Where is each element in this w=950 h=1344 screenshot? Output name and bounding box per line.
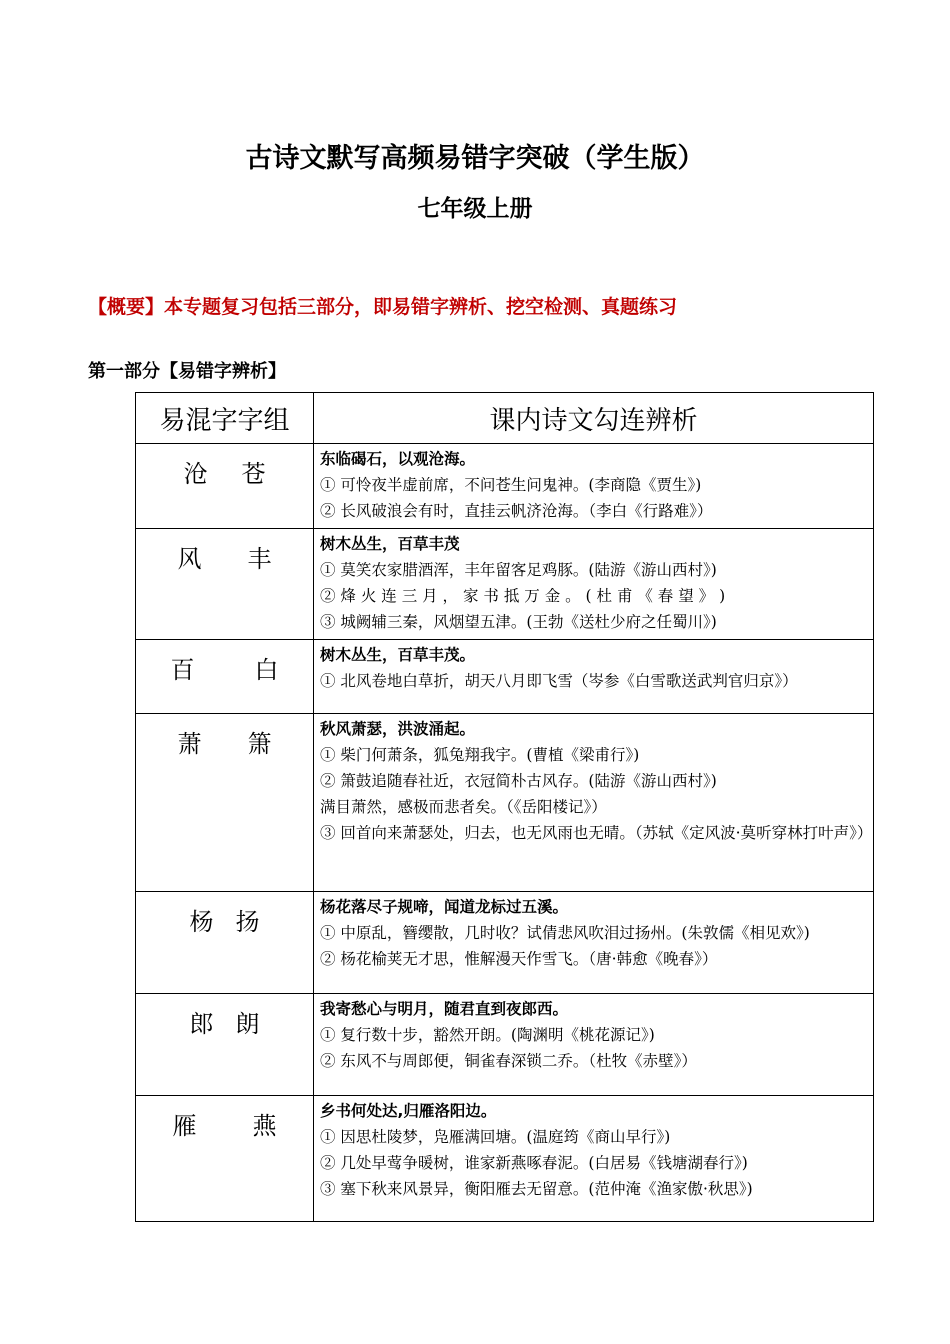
char-group-cell <box>136 640 314 714</box>
key-sentence: 树木丛生，百草丰茂。 <box>320 646 476 664</box>
analysis-cell <box>314 640 874 714</box>
confusable-char: 燕 <box>252 1112 277 1140</box>
example-line: ① 可怜夜半虚前席，不问苍生问鬼神。(李商隐《贾生》) <box>320 476 702 494</box>
analysis-cell <box>314 529 874 640</box>
char-group-cell <box>136 529 314 640</box>
key-sentence: 秋风萧瑟，洪波涌起。 <box>320 720 476 738</box>
example-line: ③ 城阙辅三秦，风烟望五津。(王勃《送杜少府之任蜀川》) <box>320 613 717 631</box>
key-sentence: 杨花落尽子规啼，闻道龙标过五溪。 <box>320 898 569 916</box>
example-line: ③ 回首向来萧瑟处，归去，也无风雨也无晴。（苏轼《定风波·莫听穿林打叶声》） <box>320 824 873 842</box>
example-line: ② 烽 火 连 三 月 ， 家 书 抵 万 金 。 ( 杜 甫 《 春 望 》 ) <box>320 587 726 605</box>
analysis-cell <box>314 994 874 1096</box>
example-line: ① 莫笑农家腊酒浑，丰年留客足鸡豚。(陆游《游山西村》) <box>320 561 717 579</box>
analysis-cell <box>314 892 874 994</box>
example-line: ① 柴门何萧条，狐兔翔我宇。(曹植《梁甫行》) <box>320 746 640 764</box>
header-char-group: 易混字字组 <box>136 393 314 444</box>
table-row <box>136 529 874 640</box>
header-analysis: 课内诗文勾连辨析 <box>314 393 874 444</box>
example-line: ① 因思杜陵梦，凫雁满回塘。(温庭筠《商山早行》) <box>320 1128 671 1146</box>
char-group-cell <box>136 892 314 994</box>
table-header-row <box>136 393 874 444</box>
confusable-char: 百 <box>170 656 195 684</box>
confusable-char: 沧 <box>183 460 208 488</box>
example-line: 满目萧然，感极而悲者矣。（《岳阳楼记》） <box>320 798 607 816</box>
confusable-char: 扬 <box>235 908 260 936</box>
table-row <box>136 1096 874 1222</box>
table-row <box>136 892 874 994</box>
example-line: ① 复行数十步，豁然开朗。(陶渊明《桃花源记》) <box>320 1026 655 1044</box>
table-row <box>136 714 874 892</box>
char-group-cell <box>136 1096 314 1222</box>
confusable-char: 箫 <box>247 730 272 758</box>
page-title: 古诗文默写高频易错字突破（学生版） <box>245 143 705 174</box>
section-title: 第一部分【易错字辨析】 <box>88 361 286 382</box>
example-line: ② 东风不与周郎便，铜雀春深锁二乔。（杜牧《赤壁》） <box>320 1052 697 1070</box>
page-subtitle: 七年级上册 <box>417 196 533 222</box>
char-group-cell <box>136 714 314 892</box>
key-sentence: 乡书何处达,归雁洛阳边。 <box>320 1102 497 1120</box>
table-row <box>136 640 874 714</box>
analysis-cell <box>314 714 874 892</box>
key-sentence: 东临碣石，以观沧海。 <box>320 450 476 468</box>
confusable-char: 丰 <box>247 545 272 573</box>
confusable-char: 雁 <box>172 1112 197 1140</box>
confusable-char: 风 <box>177 545 202 573</box>
table-row <box>136 994 874 1096</box>
summary-text: 【概要】本专题复习包括三部分，即易错字辨析、挖空检测、真题练习 <box>88 296 678 318</box>
example-line: ① 中原乱，簪缨散，几时收？试倩悲风吹泪过扬州。(朱敦儒《相见欢》) <box>320 924 810 942</box>
confusable-char: 萧 <box>177 730 202 758</box>
key-sentence: 我寄愁心与明月，随君直到夜郎西。 <box>320 1000 569 1018</box>
analysis-cell <box>314 1096 874 1222</box>
example-line: ② 箫鼓追随春社近，衣冠简朴古风存。(陆游《游山西村》) <box>320 772 717 790</box>
example-line: ② 几处早莺争暖树，谁家新燕啄春泥。(白居易《钱塘湖春行》) <box>320 1154 748 1172</box>
confusable-char: 朗 <box>235 1010 260 1038</box>
example-line: ① 北风卷地白草折，胡天八月即飞雪（岑参《白雪歌送武判官归京》） <box>320 672 798 690</box>
char-group-cell <box>136 444 314 529</box>
analysis-cell <box>314 444 874 529</box>
char-group-cell <box>136 994 314 1096</box>
example-line: ② 杨花榆荚无才思，惟解漫天作雪飞。（唐·韩愈《晚春》） <box>320 950 718 968</box>
example-line: ③ 塞下秋来风景异，衡阳雁去无留意。(范仲淹《渔家傲·秋思》) <box>320 1180 753 1198</box>
confusable-char: 苍 <box>241 460 266 488</box>
example-line: ② 长风破浪会有时，直挂云帆济沧海。（李白《行路难》） <box>320 502 713 520</box>
confusable-char: 郎 <box>189 1010 214 1038</box>
confusable-char: 杨 <box>189 908 214 936</box>
confusable-char: 白 <box>254 656 279 684</box>
confusable-characters-table <box>135 392 874 1222</box>
table-row <box>136 444 874 529</box>
key-sentence: 树木丛生，百草丰茂 <box>320 535 460 553</box>
